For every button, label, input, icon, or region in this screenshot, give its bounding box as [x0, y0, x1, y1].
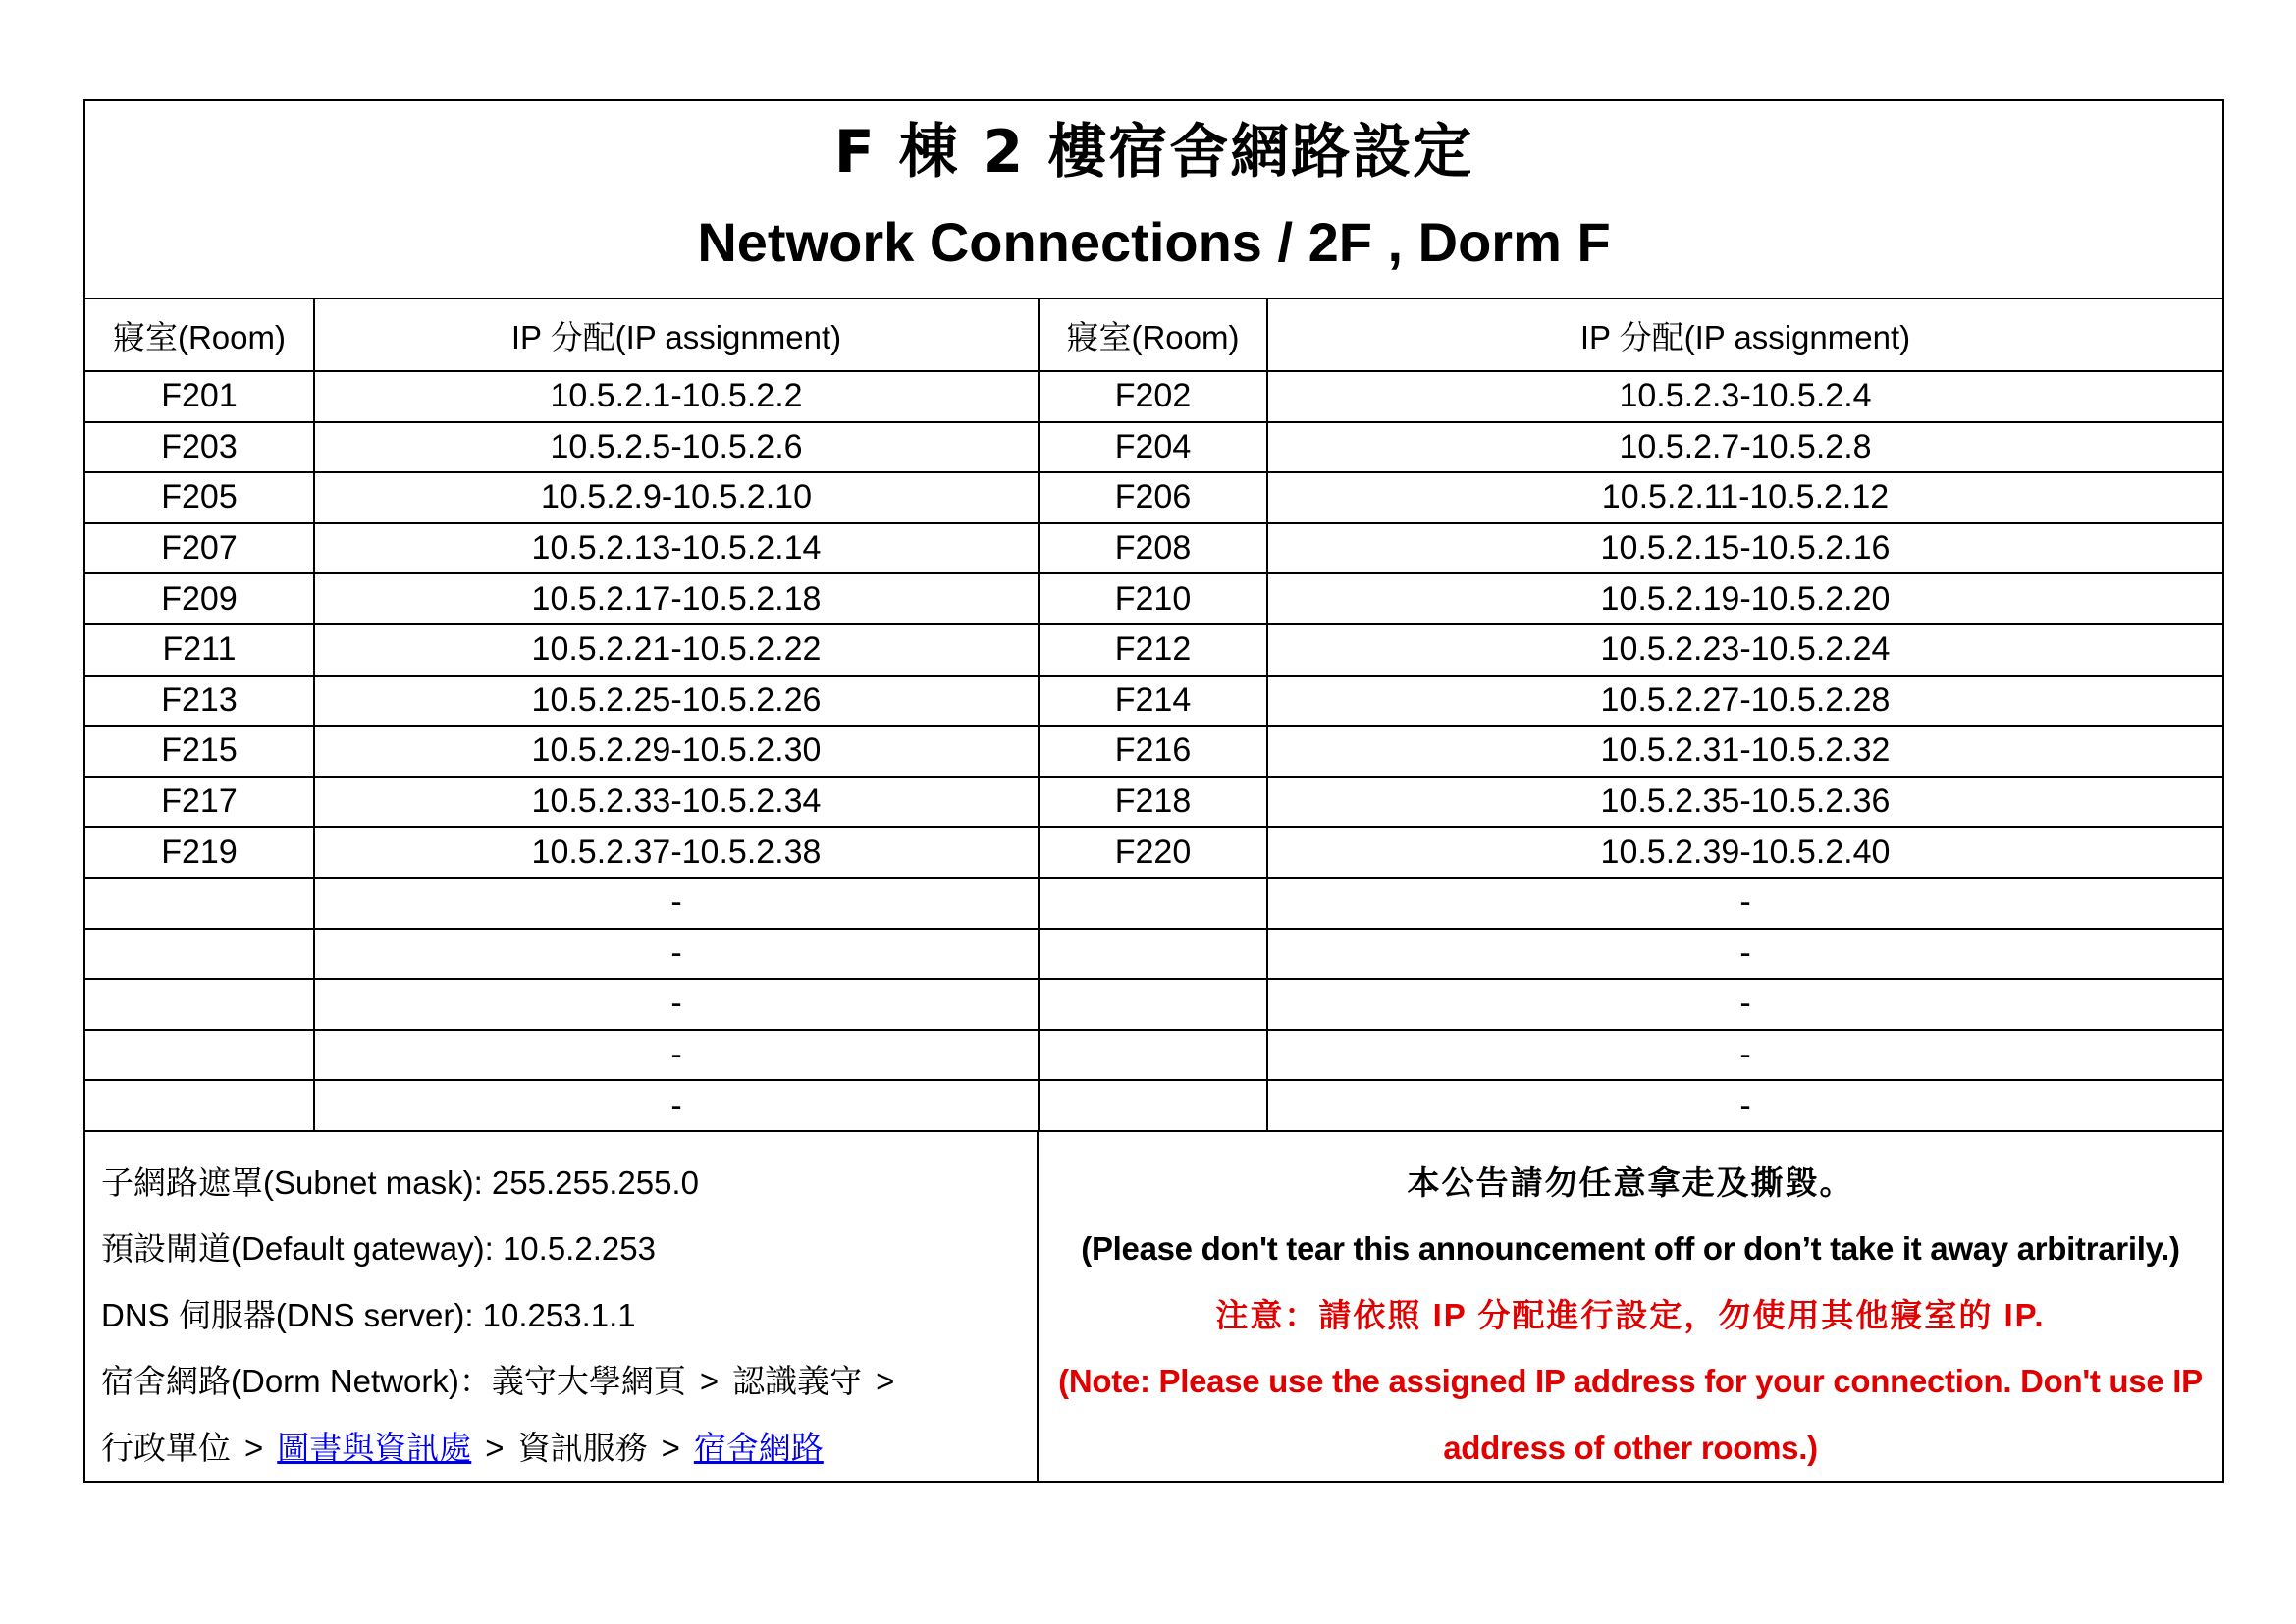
path-item: 行政單位 — [101, 1429, 231, 1466]
room-cell: F209 — [85, 573, 314, 624]
ip-cell: - — [1267, 878, 2222, 929]
page-title-zh: F 棟 2 樓宿舍網路設定 — [833, 118, 1474, 187]
room-cell: F219 — [85, 827, 314, 878]
notice-panel — [1039, 1132, 2222, 1482]
announcement-sheet — [83, 99, 2224, 1483]
room-cell: F206 — [1039, 472, 1267, 523]
table-row — [85, 827, 2222, 878]
dns-server-line: DNS 伺服器(DNS server): 10.253.1.1 — [101, 1296, 636, 1333]
path-separator: > — [485, 1429, 505, 1466]
ip-cell: - — [314, 1030, 1039, 1081]
room-cell: F216 — [1039, 726, 1267, 777]
ip-cell: - — [1267, 1080, 2222, 1131]
footer-section — [85, 1132, 2222, 1482]
table-row — [85, 929, 2222, 980]
room-cell — [85, 1080, 314, 1131]
room-cell — [85, 1030, 314, 1081]
ip-cell: 10.5.2.9-10.5.2.10 — [314, 472, 1039, 523]
table-row — [85, 523, 2222, 574]
path-item: 認識義守 — [732, 1363, 863, 1400]
dorm-network-path-line-2 — [101, 1415, 1037, 1482]
room-cell: F220 — [1039, 827, 1267, 878]
room-cell — [1039, 979, 1267, 1030]
subnet-mask-line: 子網路遮罩(Subnet mask): 255.255.255.0 — [101, 1164, 699, 1201]
path-item: 資訊服務 — [517, 1429, 648, 1466]
path-separator: > — [876, 1363, 895, 1400]
ip-cell: - — [1267, 929, 2222, 980]
notice-zh: 本公告請勿任意拿走及撕毀。 — [1407, 1164, 1854, 1201]
ip-cell: 10.5.2.31-10.5.2.32 — [1267, 726, 2222, 777]
room-cell: F203 — [85, 422, 314, 473]
table-row — [85, 979, 2222, 1030]
room-cell: F217 — [85, 777, 314, 828]
room-cell — [1039, 1080, 1267, 1131]
room-cell: F213 — [85, 676, 314, 727]
warning-en-line-1: (Note: Please use the assigned IP address for your connection. Don't use IP — [1058, 1363, 2203, 1400]
dorm-network-path-line-1 — [101, 1348, 1037, 1415]
ip-cell: 10.5.2.1-10.5.2.2 — [314, 371, 1039, 422]
ip-cell: 10.5.2.5-10.5.2.6 — [314, 422, 1039, 473]
table-row — [85, 726, 2222, 777]
warning-zh: 注意：請依照 IP 分配進行設定，勿使用其他寢室的 IP. — [1215, 1296, 2046, 1333]
room-cell: F215 — [85, 726, 314, 777]
path-separator: > — [661, 1429, 680, 1466]
ip-cell: 10.5.2.27-10.5.2.28 — [1267, 676, 2222, 727]
ip-cell: 10.5.2.19-10.5.2.20 — [1267, 573, 2222, 624]
table-row — [85, 1030, 2222, 1081]
notice-en: (Please don't tear this announcement off or don’t take it away arbitrarily.) — [1081, 1230, 2180, 1268]
room-cell — [85, 929, 314, 980]
table-row — [85, 472, 2222, 523]
ip-assignment-table — [85, 299, 2222, 1132]
table-row — [85, 422, 2222, 473]
room-cell — [1039, 929, 1267, 980]
room-cell: F208 — [1039, 523, 1267, 574]
ip-cell: 10.5.2.3-10.5.2.4 — [1267, 371, 2222, 422]
ip-cell: 10.5.2.33-10.5.2.34 — [314, 777, 1039, 828]
path-separator: > — [244, 1429, 264, 1466]
room-cell — [85, 979, 314, 1030]
room-cell: F212 — [1039, 624, 1267, 676]
dorm-network-link[interactable]: 宿舍網路 — [693, 1429, 824, 1466]
room-cell — [1039, 1030, 1267, 1081]
ip-cell: 10.5.2.25-10.5.2.26 — [314, 676, 1039, 727]
ip-cell: 10.5.2.21-10.5.2.22 — [314, 624, 1039, 676]
table-row — [85, 1080, 2222, 1131]
room-cell — [1039, 878, 1267, 929]
library-info-link[interactable]: 圖書與資訊處 — [277, 1429, 472, 1466]
ip-cell: 10.5.2.7-10.5.2.8 — [1267, 422, 2222, 473]
table-row — [85, 676, 2222, 727]
ip-cell: 10.5.2.35-10.5.2.36 — [1267, 777, 2222, 828]
ip-cell: 10.5.2.13-10.5.2.14 — [314, 523, 1039, 574]
room-cell: F211 — [85, 624, 314, 676]
room-cell — [85, 878, 314, 929]
path-separator: > — [699, 1363, 720, 1400]
ip-cell: 10.5.2.11-10.5.2.12 — [1267, 472, 2222, 523]
title-block — [85, 101, 2222, 299]
table-row — [85, 624, 2222, 676]
table-row — [85, 371, 2222, 422]
default-gateway-line: 預設閘道(Default gateway): 10.5.2.253 — [101, 1230, 656, 1268]
ip-cell: - — [314, 878, 1039, 929]
ip-cell: 10.5.2.29-10.5.2.30 — [314, 726, 1039, 777]
ip-cell: 10.5.2.17-10.5.2.18 — [314, 573, 1039, 624]
room-cell: F207 — [85, 523, 314, 574]
path-prefix: 宿舍網路(Dorm Network)：義守大學網頁 — [101, 1363, 686, 1400]
room-cell: F214 — [1039, 676, 1267, 727]
ip-cell: - — [314, 1080, 1039, 1131]
room-cell: F201 — [85, 371, 314, 422]
room-cell: F218 — [1039, 777, 1267, 828]
table-row — [85, 777, 2222, 828]
ip-cell: - — [314, 979, 1039, 1030]
ip-cell: 10.5.2.15-10.5.2.16 — [1267, 523, 2222, 574]
ip-cell: 10.5.2.23-10.5.2.24 — [1267, 624, 2222, 676]
table-row — [85, 878, 2222, 929]
room-cell: F204 — [1039, 422, 1267, 473]
table-header-row — [85, 299, 2222, 371]
ip-cell: - — [1267, 1030, 2222, 1081]
column-header-ip: IP 分配(IP assignment) — [1267, 299, 2222, 371]
ip-cell: - — [314, 929, 1039, 980]
column-header-room: 寢室(Room) — [85, 299, 314, 371]
ip-cell: 10.5.2.39-10.5.2.40 — [1267, 827, 2222, 878]
ip-cell: 10.5.2.37-10.5.2.38 — [314, 827, 1039, 878]
column-header-room: 寢室(Room) — [1039, 299, 1267, 371]
room-cell: F202 — [1039, 371, 1267, 422]
ip-cell: - — [1267, 979, 2222, 1030]
room-cell: F205 — [85, 472, 314, 523]
page-title-en: Network Connections / 2F , Dorm F — [697, 211, 1611, 273]
table-row — [85, 573, 2222, 624]
column-header-ip: IP 分配(IP assignment) — [314, 299, 1039, 371]
network-settings — [85, 1132, 1039, 1482]
warning-en-line-2: address of other rooms.) — [1443, 1429, 1818, 1466]
room-cell: F210 — [1039, 573, 1267, 624]
